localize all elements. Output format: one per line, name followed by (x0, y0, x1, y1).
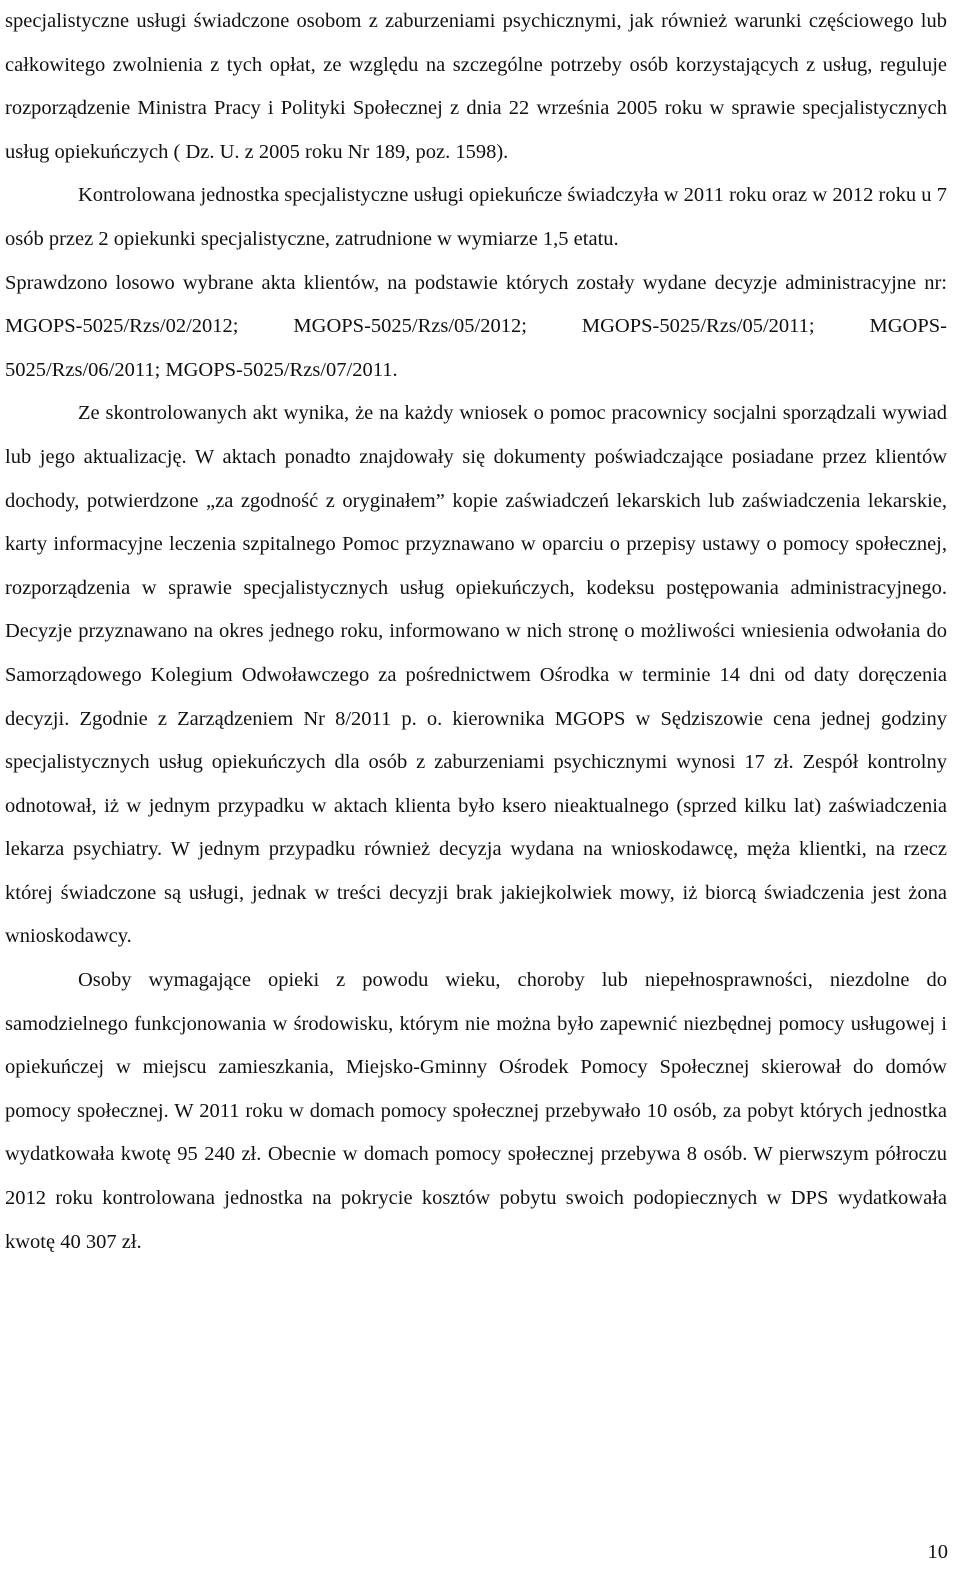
paragraph-file-findings: Ze skontrolowanych akt wynika, że na każdy wniosek o pomoc pracownicy socjalni sporządzali wywiad lub jego aktualizację. W aktach ponadto znajdowały się dokumenty poświadczające posiadane przez klientów dochody, potwierdzone „za zgodność z oryginałem” kopie zaświadczeń lekarskich lub zaświadczenia lekarskie, karty informacyjne leczenia szpitalnego Pomoc przyznawano w oparciu o przepisy ustawy o pomocy społecznej, rozporządzenia w sprawie specjalistycznych usług opiekuńczych, kodeksu postępowania administracyjnego. Decyzje przyznawano na okres jednego roku, informowano w nich stronę o możliwości wniesienia odwołania do Samorządowego Kolegium Odwoławczego za pośrednictwem Ośrodka w terminie 14 dni od daty doręczenia decyzji. Zgodnie z Zarządzeniem Nr 8/2011 p. o. kierownika MGOPS w Sędziszowie cena jednej godziny specjalistycznych usług opiekuńczych dla osób z zaburzeniami psychicznymi wynosi 17 zł. Zespół kontrolny odnotował, iż w jednym przypadku w aktach klienta było ksero nieaktualnego (sprzed kilku lat) zaświadczenia lekarza psychiatry. W jednym przypadku również decyzja wydana na wnioskodawcę, męża klientki, na rzecz której świadczone są usługi, jednak w treści decyzji brak jakiejkolwiek mowy, iż biorcą świadczenia jest żona wnioskodawcy. (5, 402, 947, 948)
paragraph-fees-regulation: specjalistyczne usługi świadczone osobom z zaburzeniami psychicznymi, jak również warunki częściowego lub całkowitego zwolnienia z tych opłat, ze względu na szczególne potrzeby osób korzystających z usług, reguluje rozporządzenie Ministra Pracy i Polityki Społecznej z dnia 22 września 2005 roku w sprawie specjalistycznych usług opiekuńczych ( Dz. U. z 2005 roku Nr 189, poz. 1598). (5, 10, 947, 163)
paragraph-care-services-scope: Kontrolowana jednostka specjalistyczne usługi opiekuńcze świadczyła w 2011 roku oraz w 2012 roku u 7 osób przez 2 opiekunki specjalistyczne, zatrudnione w wymiarze 1,5 etatu. (5, 184, 947, 250)
paragraph-care-homes: Osoby wymagające opieki z powodu wieku, choroby lub niepełnosprawności, niezdolne do samodzielnego funkcjonowania w środowisku, którym nie można było zapewnić niezbędnej pomocy usługowej i opiekuńczej w miejscu zamieszkania, Miejsko-Gminny Ośrodek Pomocy Społecznej skierował do domów pomocy społecznej. W 2011 roku w domach pomocy społecznej przebywało 10 osób, za pobyt których jednostka wydatkowała kwotę 95 240 zł. Obecnie w domach pomocy społecznej przebywa 8 osób. W pierwszym półroczu 2012 roku kontrolowana jednostka na pokrycie kosztów pobytu swoich podopiecznych w DPS wydatkowała kwotę 40 307 zł. (5, 969, 947, 1253)
page-number: 10 (927, 1541, 948, 1563)
paragraph-decisions-checked: Sprawdzono losowo wybrane akta klientów, na podstawie których zostały wydane decyzje administracyjne nr: MGOPS-5025/Rzs/02/2012; MGOPS-5025/Rzs/05/2012; MGOPS-5025/Rzs/05/2011; MGOPS-5025/Rzs/06/2011; MGOPS-5025/Rzs/07/2011. (5, 271, 947, 381)
document-page (5, 0, 947, 1264)
